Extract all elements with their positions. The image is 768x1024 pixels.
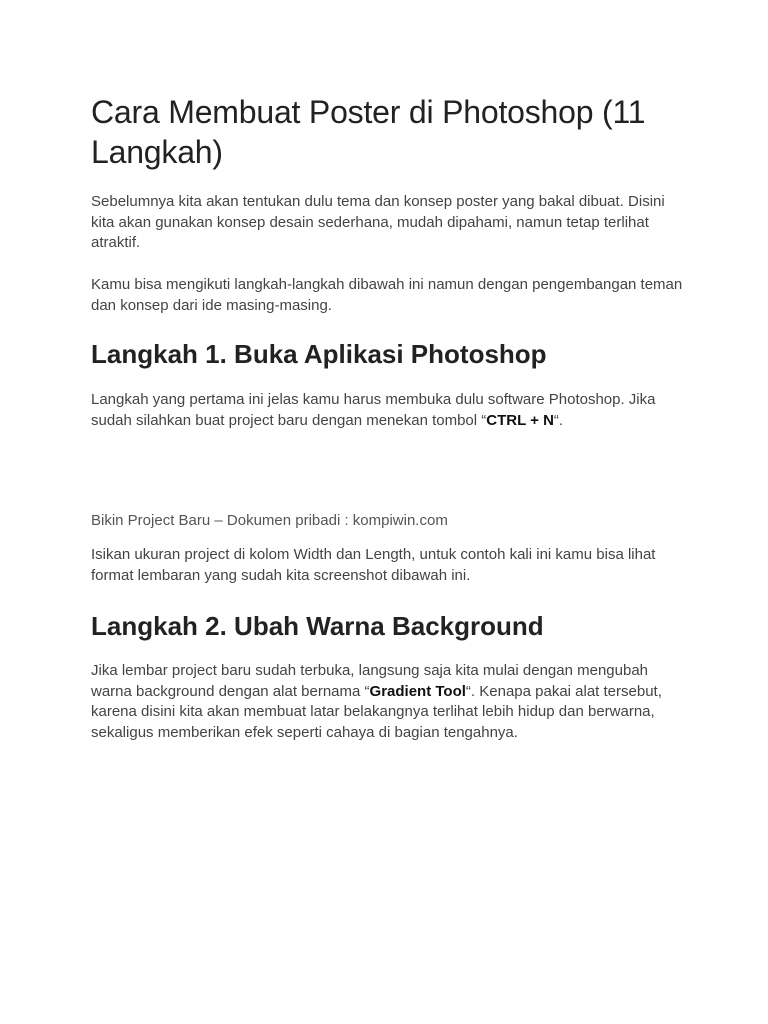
step-1-paragraph-1-text: Langkah yang pertama ini jelas kamu harus membuka dulu software Photoshop. Jika sudah silahkan buat project baru dengan menekan tombol “ [91, 391, 656, 429]
image-caption: Bikin Project Baru – Dokumen pribadi : kompiwin.com [91, 512, 448, 529]
tool-name-text: Gradient Tool [369, 682, 466, 700]
step-2-heading: Langkah 2. Ubah Warna Background [91, 611, 544, 641]
step-2-paragraph-1 [91, 661, 691, 743]
step-1-heading: Langkah 1. Buka Aplikasi Photoshop [91, 339, 547, 369]
article-title: Cara Membuat Poster di Photoshop (11 Langkah) [91, 94, 646, 170]
step-1-paragraph-2: Isikan ukuran project di kolom Width dan Length, untuk contoh kali ini kamu bisa lihat format lembaran yang sudah kita screenshot dibawah ini. [91, 546, 656, 584]
intro-paragraph-1: Sebelumnya kita akan tentukan dulu tema dan konsep poster yang bakal dibuat. Disini kita akan gunakan konsep desain sederhana, mudah dipahami, namun tetap terlihat atraktif. [91, 193, 665, 251]
intro-paragraph-2: Kamu bisa mengikuti langkah-langkah dibawah ini namun dengan pengembangan teman dan konsep dari ide masing-masing. [91, 276, 683, 314]
step-1-paragraph-1-end: “. [553, 411, 564, 429]
step-2-paragraph-1-text: Jika lembar project baru sudah terbuka, langsung saja kita mulai dengan mengubah warna background dengan alat bernama “ [91, 662, 649, 700]
shortcut-text: CTRL + N [486, 411, 554, 429]
step-1-paragraph-1 [91, 390, 691, 431]
step-2-paragraph-1-end: “. Kenapa pakai alat tersebut, karena disini kita akan membuat latar belakangnya terlihat lebih hidup dan berwarna, sekaligus memberikan efek seperti cahaya di bagian tengahnya. [91, 682, 662, 741]
